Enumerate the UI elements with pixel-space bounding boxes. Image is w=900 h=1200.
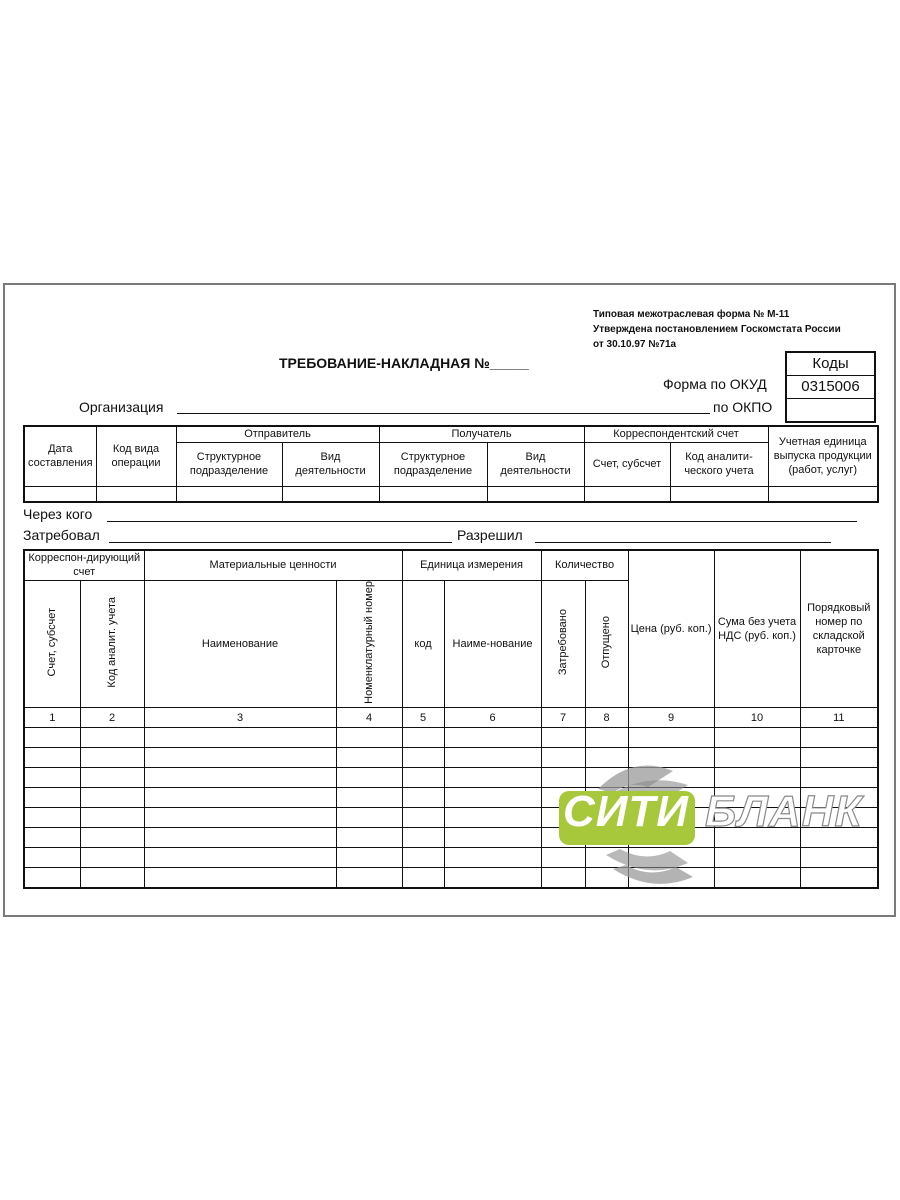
table-cell[interactable] — [24, 808, 80, 828]
header-table — [23, 425, 879, 503]
requested-field[interactable] — [109, 542, 452, 543]
codes-box — [785, 351, 876, 423]
table-cell[interactable] — [80, 828, 144, 848]
quantity-header: Количество — [541, 550, 628, 580]
card-header: Порядковый номер по складской карточке — [800, 550, 878, 708]
corr-account-header: Корреспондентский счет — [584, 426, 768, 442]
sender-header: Отправитель — [176, 426, 379, 442]
table-cell[interactable] — [800, 728, 878, 748]
column-numbers-row — [24, 708, 878, 728]
approval-line: Утверждена постановлением Госкомстата России — [593, 324, 841, 335]
table-cell[interactable] — [541, 728, 585, 748]
table-cell[interactable] — [402, 868, 444, 888]
document-title: ТРЕБОВАНИЕ-НАКЛАДНАЯ №_____ — [279, 355, 529, 371]
table-cell[interactable] — [144, 868, 336, 888]
table-cell[interactable] — [402, 828, 444, 848]
table-cell[interactable] — [714, 728, 800, 748]
table-cell[interactable] — [584, 486, 670, 502]
through-field[interactable] — [107, 521, 857, 522]
table-cell[interactable] — [80, 768, 144, 788]
table-cell[interactable] — [768, 486, 878, 502]
allowed-label: Разрешил — [457, 527, 523, 543]
table-cell[interactable] — [402, 788, 444, 808]
analytic-header: Код аналити-ческого учета — [670, 442, 768, 486]
account-sub-label: Счет, субсчет — [45, 607, 58, 677]
table-cell[interactable] — [336, 768, 402, 788]
table-cell[interactable] — [144, 728, 336, 748]
table-cell[interactable] — [144, 808, 336, 828]
unit-name-header: Наиме-нование — [444, 580, 541, 708]
table-cell[interactable] — [80, 848, 144, 868]
codes-header: Коды — [787, 353, 874, 376]
allowed-field[interactable] — [535, 542, 831, 543]
table-cell[interactable] — [336, 868, 402, 888]
table-cell[interactable] — [80, 808, 144, 828]
table-cell[interactable] — [24, 728, 80, 748]
table-cell[interactable] — [670, 486, 768, 502]
sender-activity-header: Вид деятельности — [282, 442, 379, 486]
table-cell[interactable] — [444, 748, 541, 768]
table-cell[interactable] — [24, 788, 80, 808]
sum-header: Сума без учета НДС (руб. коп.) — [714, 550, 800, 708]
logo-text-blank: БЛАНК — [705, 787, 863, 836]
column-number: 11 — [800, 708, 878, 728]
column-number: 4 — [336, 708, 402, 728]
analytic-header — [80, 580, 144, 708]
okpo-code[interactable] — [787, 399, 874, 421]
column-number: 3 — [144, 708, 336, 728]
table-cell[interactable] — [24, 486, 96, 502]
table-cell[interactable] — [444, 728, 541, 748]
column-number: 6 — [444, 708, 541, 728]
column-number: 7 — [541, 708, 585, 728]
table-cell[interactable] — [336, 808, 402, 828]
sender-unit-header: Структурное подразделение — [176, 442, 282, 486]
column-number: 10 — [714, 708, 800, 728]
nomen-label: Номенклатурный номер — [362, 580, 375, 704]
receiver-header: Получатель — [379, 426, 584, 442]
receiver-activity-header: Вид деятельности — [487, 442, 584, 486]
table-cell[interactable] — [144, 828, 336, 848]
table-cell[interactable] — [336, 848, 402, 868]
released-qty-label: Отпущено — [600, 615, 613, 669]
account-sub-header — [24, 580, 80, 708]
organization-label: Организация — [79, 399, 164, 415]
table-cell[interactable] — [336, 788, 402, 808]
table-cell[interactable] — [80, 868, 144, 888]
approval-note — [593, 307, 841, 352]
requested-qty-label: Затребовано — [556, 608, 569, 675]
column-number: 1 — [24, 708, 80, 728]
materials-header: Материальные ценности — [144, 550, 402, 580]
table-cell[interactable] — [144, 848, 336, 868]
table-cell[interactable] — [96, 486, 176, 502]
table-cell[interactable] — [402, 808, 444, 828]
table-cell[interactable] — [402, 748, 444, 768]
table-cell[interactable] — [336, 748, 402, 768]
logo-text-city: СИТИ — [563, 787, 689, 836]
approval-line: Типовая межотраслевая форма № М-11 — [593, 309, 790, 320]
op-code-header: Код вида операции — [96, 426, 176, 486]
okud-label: Форма по ОКУД — [663, 376, 767, 392]
table-cell[interactable] — [24, 748, 80, 768]
table-cell[interactable] — [402, 848, 444, 868]
table-cell[interactable] — [282, 486, 379, 502]
table-cell[interactable] — [444, 788, 541, 808]
output-unit-header: Учетная единица выпуска продукции (работ, услуг) — [768, 426, 878, 486]
table-cell[interactable] — [402, 728, 444, 748]
table-cell[interactable] — [585, 728, 628, 748]
okpo-label: по ОКПО — [713, 399, 773, 415]
released-header — [585, 580, 628, 708]
table-cell[interactable] — [444, 808, 541, 828]
requested-header — [541, 580, 585, 708]
analytic-label: Код аналит. учета — [105, 596, 118, 688]
name-header: Наименование — [144, 580, 336, 708]
account-header: Счет, субсчет — [584, 442, 670, 486]
table-cell[interactable] — [24, 768, 80, 788]
code-header: код — [402, 580, 444, 708]
table-cell[interactable] — [24, 848, 80, 868]
table-cell[interactable] — [444, 848, 541, 868]
table-cell[interactable] — [144, 768, 336, 788]
table-cell[interactable] — [80, 728, 144, 748]
through-label: Через кого — [23, 506, 93, 522]
table-cell[interactable] — [379, 486, 487, 502]
table-row — [24, 728, 878, 748]
table-cell[interactable] — [176, 486, 282, 502]
price-header: Цена (руб. коп.) — [628, 550, 714, 708]
okud-code: 0315006 — [787, 376, 874, 399]
table-cell[interactable] — [628, 728, 714, 748]
nomen-header — [336, 580, 402, 708]
organization-field[interactable] — [177, 413, 710, 414]
table-cell[interactable] — [487, 486, 584, 502]
column-number: 9 — [628, 708, 714, 728]
unit-header: Единица измерения — [402, 550, 541, 580]
table-cell[interactable] — [336, 828, 402, 848]
column-number: 2 — [80, 708, 144, 728]
table-cell[interactable] — [444, 868, 541, 888]
table-cell[interactable] — [24, 868, 80, 888]
table-cell[interactable] — [24, 828, 80, 848]
table-cell[interactable] — [444, 828, 541, 848]
table-cell[interactable] — [144, 748, 336, 768]
date-header: Дата составления — [24, 426, 96, 486]
corr-header: Корреспон-дирующий счет — [24, 550, 144, 580]
column-number: 5 — [402, 708, 444, 728]
table-cell[interactable] — [144, 788, 336, 808]
table-cell[interactable] — [444, 768, 541, 788]
table-cell[interactable] — [80, 748, 144, 768]
table-cell[interactable] — [80, 788, 144, 808]
column-number: 8 — [585, 708, 628, 728]
requested-label: Затребовал — [23, 527, 100, 543]
table-cell[interactable] — [336, 728, 402, 748]
receiver-unit-header: Структурное подразделение — [379, 442, 487, 486]
form-sheet — [3, 283, 896, 917]
table-cell[interactable] — [402, 768, 444, 788]
approval-line: от 30.10.97 №71а — [593, 339, 677, 350]
